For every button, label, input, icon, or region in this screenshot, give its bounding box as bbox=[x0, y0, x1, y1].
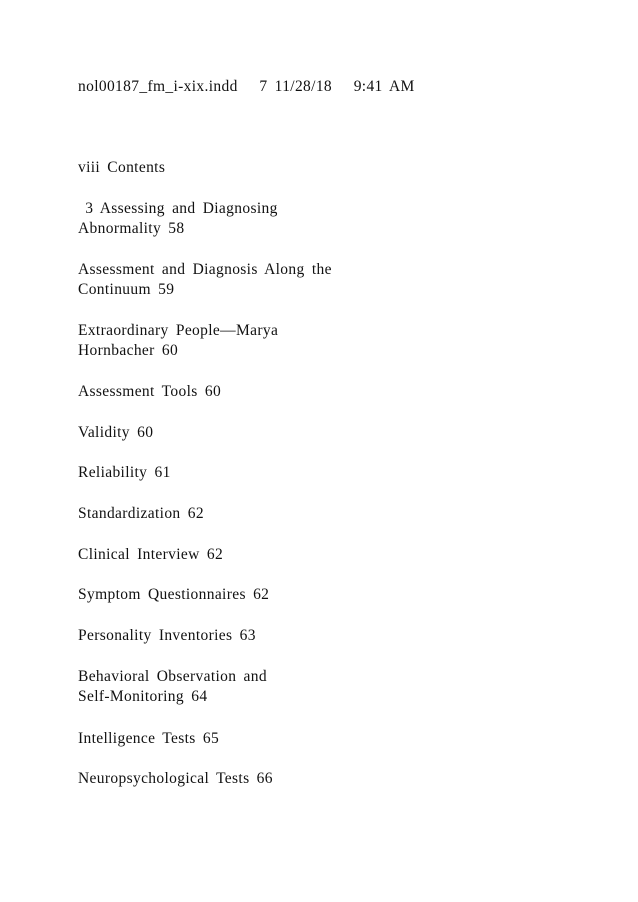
toc-entry-line: Symptom Questionnaires 62 bbox=[78, 586, 270, 603]
toc-entry-symptom-questionnaires bbox=[78, 585, 269, 605]
toc-entry-assessment-diagnosis bbox=[78, 260, 332, 300]
toc-entry-validity bbox=[78, 423, 153, 443]
toc-entry-line: Extraordinary People—Marya bbox=[78, 322, 279, 339]
toc-entry-line: Neuropsychological Tests 66 bbox=[78, 770, 273, 787]
toc-entry-behavioral-observation bbox=[78, 667, 267, 707]
toc-entry-extraordinary-people bbox=[78, 321, 278, 361]
toc-entry-intelligence-tests bbox=[78, 729, 219, 749]
toc-entry-assessment-tools bbox=[78, 382, 221, 402]
toc-entry-line: 3 Assessing and Diagnosing bbox=[78, 200, 278, 217]
toc-entry-line: Clinical Interview 62 bbox=[78, 546, 224, 563]
toc-entry-line: Validity 60 bbox=[78, 424, 154, 441]
toc-entry-line: Hornbacher 60 bbox=[78, 342, 179, 359]
toc-entry-chapter-3 bbox=[78, 199, 278, 239]
toc-entry-personality-inventories bbox=[78, 626, 256, 646]
toc-entry-line: Self-Monitoring 64 bbox=[78, 688, 208, 705]
toc-entry-standardization bbox=[78, 504, 204, 524]
toc-entry-line: Reliability 61 bbox=[78, 464, 171, 481]
toc-entry-reliability bbox=[78, 463, 171, 483]
toc-entry-line: Behavioral Observation and bbox=[78, 668, 267, 685]
toc-entry-line: Assessment and Diagnosis Along the bbox=[78, 261, 332, 278]
toc-entry-line: Abnormality 58 bbox=[78, 220, 185, 237]
toc-entry-line: Personality Inventories 63 bbox=[78, 627, 256, 644]
running-head: viii Contents bbox=[78, 159, 166, 176]
toc-entry-neuropsychological-tests bbox=[78, 769, 273, 789]
toc-entry-line: Continuum 59 bbox=[78, 281, 175, 298]
toc-entry-clinical-interview bbox=[78, 545, 223, 565]
toc-entry-line: Intelligence Tests 65 bbox=[78, 730, 220, 747]
toc-entry-line: Assessment Tools 60 bbox=[78, 383, 222, 400]
toc-entry-line: Standardization 62 bbox=[78, 505, 204, 522]
file-slug: nol00187_fm_i-xix.indd 7 11/28/18 9:41 AM bbox=[78, 78, 415, 95]
